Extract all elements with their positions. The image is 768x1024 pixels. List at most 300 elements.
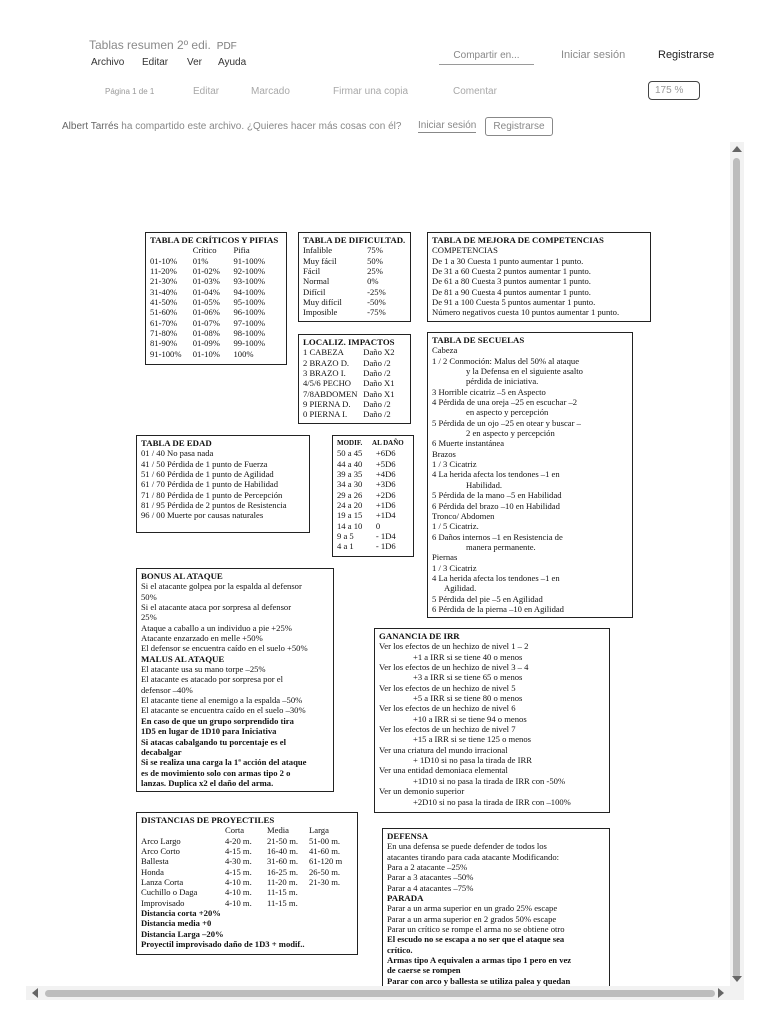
- proyectiles-row-cell: Honda: [141, 866, 164, 877]
- dificultad-row-cell: -25%: [367, 286, 386, 297]
- mejora-lines: [432, 245, 646, 317]
- proyectiles-row-cell: Cuchillo o Daga: [141, 887, 198, 898]
- criticos-row-cell: 61-70%: [150, 317, 178, 328]
- defensa-line: de caerse se rompen: [387, 965, 461, 976]
- mejora-line: De 31 a 60 Cuesta 2 puntos aumentar 1 punto.: [432, 266, 591, 277]
- secuela-line: Brazos: [432, 448, 456, 459]
- edad-line: 01 / 40 No pasa nada: [141, 448, 214, 459]
- modif-header-cell: MODIF.: [337, 439, 363, 447]
- impactos-row-cell: Daño /2: [363, 399, 391, 410]
- page-indicator: Página 1 de 1: [105, 87, 155, 96]
- criticos-row-cell: 31-40%: [150, 286, 178, 297]
- secuela-line: y la Defensa en el siguiente asalto: [466, 366, 583, 377]
- irr-line: Ver los efectos de un hechizo de nivel 7: [379, 724, 516, 735]
- dificultad-row: [303, 245, 406, 255]
- table-edad: [136, 435, 310, 533]
- register-link[interactable]: Registrarse: [658, 49, 715, 61]
- defensa-line: Parar a un arma superior en 2 grados 50% escape: [387, 913, 557, 924]
- proyectiles-row-cell: 11-15 m.: [267, 887, 298, 898]
- impactos-row: [303, 358, 406, 368]
- proyectiles-row-cell: 11-15 m.: [267, 897, 298, 908]
- secuela-line: 2 en aspecto y percepción: [466, 428, 555, 439]
- edad-title: TABLA DE EDAD: [141, 438, 212, 448]
- defensa-line: Para a 2 atacante –25%: [387, 862, 468, 873]
- dificultad-row-cell: Difícil: [303, 286, 326, 297]
- table-defensa: [382, 828, 610, 988]
- mejora-line: COMPETENCIAS: [432, 245, 498, 256]
- secuela-line: 4 La herida afecta los tendones –1 en: [432, 469, 560, 480]
- proyectiles-row: [141, 836, 353, 846]
- proyectiles-footer: [141, 908, 353, 949]
- toolbar-edit-button[interactable]: Editar: [193, 86, 220, 97]
- zoom-select[interactable]: 175 %: [648, 81, 700, 100]
- modif-row-cell: +2D6: [375, 489, 396, 500]
- proyectiles-row-cell: 4-15 m.: [225, 846, 252, 857]
- proyectiles-row-cell: Arco Largo: [141, 835, 181, 846]
- impactos-row-cell: Daño /2: [363, 409, 391, 420]
- impactos-title: LOCALIZ. IMPACTOS: [303, 337, 395, 347]
- proyectiles-row-cell: 61-120 m: [309, 856, 343, 867]
- criticos-row-cell: 21-30%: [150, 276, 178, 287]
- modif-header-row: [337, 438, 409, 448]
- edad-line: 41 / 50 Pérdida de 1 punto de Fuerza: [141, 458, 268, 469]
- modif-row-cell: - 1D4: [375, 531, 396, 542]
- proyectiles-row-cell: 16-40 m.: [267, 846, 299, 857]
- irr-line: +2D10 si no pasa la tirada de IRR con –100%: [413, 796, 571, 807]
- impactos-row-cell: Daño /2: [363, 357, 391, 368]
- secuela-line: en aspecto y percepción: [466, 407, 549, 418]
- dificultad-row-cell: -50%: [367, 297, 386, 308]
- notice-user: Albert Tarrés: [62, 121, 119, 132]
- criticos-row: [150, 297, 282, 307]
- irr-lines: [379, 631, 605, 807]
- criticos-row-cell: 92-100%: [233, 266, 265, 277]
- modif-row: [337, 490, 409, 500]
- proyectiles-row-cell: Lanza Corta: [141, 877, 184, 888]
- horizontal-scroll-thumb[interactable]: [45, 990, 715, 997]
- secuela-line: 1 / 5 Cicatriz.: [432, 521, 479, 532]
- defensa-line: Parar a 3 atacantes –50%: [387, 872, 474, 883]
- table-distancias-proyectiles: [136, 812, 358, 955]
- bonus-lines: [141, 571, 329, 788]
- impactos-row-cell: Daño X1: [363, 378, 395, 389]
- secuela-line: 6 Daños internos –1 en Resistencia de: [432, 531, 563, 542]
- dificultad-row: [303, 307, 406, 317]
- criticos-row-cell: 94-100%: [233, 286, 265, 297]
- secuela-line: 6 Muerte instantánea: [432, 438, 505, 449]
- bonus-line: Ataque a caballo a un individuo a pie +25%: [141, 622, 292, 633]
- proyectiles-row-cell: 4-10 m.: [225, 877, 252, 888]
- criticos-title: TABLA DE CRÍTICOS Y PIFIAS: [150, 235, 279, 245]
- dificultad-row-cell: 0%: [367, 276, 379, 287]
- impactos-row-cell: 9 PIERNA D.: [303, 399, 351, 410]
- table-dificultad: [298, 232, 411, 322]
- bonus-line: Atacante enzarzado en melle +50%: [141, 633, 263, 644]
- criticos-row-cell: 11-20%: [150, 266, 177, 277]
- scroll-right-arrow-icon[interactable]: [718, 988, 724, 998]
- criticos-row: [150, 256, 282, 266]
- secuela-line: 6 Pérdida de la pierna –10 en Agilidad: [432, 603, 564, 614]
- bonus-line: El atacante usa su mano torpe –25%: [141, 664, 266, 675]
- scroll-up-arrow-icon[interactable]: [732, 146, 742, 152]
- impactos-row-cell: Daño X2: [363, 347, 395, 358]
- proyectiles-footer-line: Proyectil improvisado daño de 1D3 + modif..: [141, 939, 305, 950]
- mejora-line: De 1 a 30 Cuesta 1 punto aumentar 1 punto.: [432, 255, 584, 266]
- proyectiles-row: [141, 867, 353, 877]
- bonus-line: El atacante es atacado por sorpresa por el: [141, 674, 283, 685]
- proyectiles-row-cell: 4-20 m.: [225, 835, 252, 846]
- proyectiles-header-cell: Corta: [225, 825, 245, 836]
- modif-rows: [337, 438, 409, 552]
- notice-login-link[interactable]: Iniciar sesión: [418, 120, 477, 131]
- modif-row: [337, 541, 409, 551]
- mejora-line: De 81 a 90 Cuesta 4 puntos aumentar 1 punto.: [432, 286, 591, 297]
- proyectiles-row-cell: 4-10 m.: [225, 897, 252, 908]
- table-mejora-competencias: [427, 232, 651, 322]
- dificultad-row-cell: Muy difícil: [303, 297, 342, 308]
- criticos-row-cell: 01-10%: [192, 348, 220, 359]
- proyectiles-row: [141, 877, 353, 887]
- modif-row-cell: +4D6: [375, 469, 396, 480]
- criticos-row-cell: 93-100%: [233, 276, 265, 287]
- modif-row: [337, 521, 409, 531]
- irr-line: + 1D10 si no pasa la tirada de IRR: [413, 755, 532, 766]
- dificultad-row-cell: 75%: [367, 245, 383, 256]
- impactos-row: [303, 368, 406, 378]
- document-title-text: Tablas resumen 2º edi.: [89, 38, 211, 52]
- criticos-row: [150, 328, 282, 338]
- impactos-row-cell: 4/5/6 PECHO: [303, 378, 351, 389]
- modif-row-cell: 9 a 5: [337, 531, 354, 542]
- bonus-line: El atacante tiene al enemigo a la espalda –50%: [141, 695, 303, 706]
- scroll-down-arrow-icon[interactable]: [732, 976, 742, 982]
- bonus-line: En caso de que un grupo sorprendido tira: [141, 715, 294, 726]
- impactos-row-cell: 1 CABEZA: [303, 347, 344, 358]
- mejora-line: Número negativos cuesta 10 puntos aumentar 1 punto.: [432, 307, 620, 318]
- irr-line: Ver una criatura del mundo irracional: [379, 744, 508, 755]
- irr-line: GANANCIA DE IRR: [379, 631, 460, 641]
- criticos-row-cell: 01-09%: [192, 338, 220, 349]
- secuela-line: 3 Horrible cicatriz –5 en Aspecto: [432, 386, 546, 397]
- vertical-scroll-thumb[interactable]: [733, 158, 740, 978]
- secuela-line: 5 Pérdida del pie –5 en Agilidad: [432, 593, 543, 604]
- defensa-line: Parar un crítico se rompe el arma no se obtiene otro: [387, 924, 565, 935]
- impactos-row: [303, 389, 406, 399]
- criticos-row-cell: 01-07%: [192, 317, 220, 328]
- dificultad-row: [303, 287, 406, 297]
- criticos-row-cell: 01-08%: [192, 328, 220, 339]
- criticos-row-cell: 01-03%: [192, 276, 220, 287]
- criticos-row-cell: 01-02%: [192, 266, 220, 277]
- criticos-row-cell: 97-100%: [233, 317, 265, 328]
- impactos-row: [303, 378, 406, 388]
- proyectiles-row-cell: 4-15 m.: [225, 866, 252, 877]
- modif-row: [337, 448, 409, 458]
- criticos-row: [150, 338, 282, 348]
- modif-row: [337, 469, 409, 479]
- modif-row: [337, 479, 409, 489]
- modif-row: [337, 459, 409, 469]
- modif-row-cell: 34 a 30: [337, 479, 363, 490]
- criticos-row: [150, 266, 282, 276]
- proyectiles-footer-line: Distancia corta +20%: [141, 908, 221, 919]
- modif-row-cell: +1D4: [375, 510, 396, 521]
- criticos-row-cell: 91-100%: [233, 255, 265, 266]
- table-ganancia-irr: [374, 628, 610, 813]
- dificultad-title: TABLA DE DIFICULTAD.: [303, 235, 406, 245]
- proyectiles-title: DISTANCIAS DE PROYECTILES: [141, 815, 275, 825]
- secuelas-lines: [432, 345, 628, 614]
- irr-line: +5 a IRR si se tiene 80 o menos: [413, 693, 523, 704]
- irr-line: Ver los efectos de un hechizo de nivel 3 – 4: [379, 662, 529, 673]
- modif-row-cell: - 1D6: [375, 541, 396, 552]
- toolbar-markup-button[interactable]: Marcado: [251, 86, 290, 97]
- menu-editar[interactable]: Editar: [142, 57, 169, 68]
- proyectiles-row: [141, 846, 353, 856]
- table-bonus-ataque: [136, 568, 334, 792]
- proyectiles-row-cell: 26-50 m.: [309, 866, 341, 877]
- bonus-line: 1D5 en lugar de 1D10 para Iniciativa: [141, 726, 277, 737]
- irr-line: Ver un demonio superior: [379, 786, 465, 797]
- modif-row: [337, 500, 409, 510]
- mejora-title: TABLA DE MEJORA DE COMPETENCIAS: [432, 235, 604, 245]
- proyectiles-row-cell: 31-60 m.: [267, 856, 299, 867]
- proyectiles-row-cell: [309, 898, 353, 908]
- table-modif-dano: [332, 435, 414, 557]
- proyectiles-row: [141, 898, 353, 908]
- proyectiles-row-cell: Arco Corto: [141, 846, 180, 857]
- dificultad-rows: [303, 245, 406, 317]
- dificultad-row: [303, 276, 406, 286]
- proyectiles-row-cell: 51-00 m.: [309, 835, 341, 846]
- impactos-row-cell: 0 PIERNA I.: [303, 409, 348, 420]
- proyectiles-row-cell: Improvisado: [141, 897, 185, 908]
- table-secuelas: [427, 332, 633, 618]
- modif-row-cell: 44 a 40: [337, 458, 363, 469]
- modif-row: [337, 531, 409, 541]
- dificultad-row: [303, 256, 406, 266]
- impactos-row-cell: 3 BRAZO I.: [303, 368, 346, 379]
- criticos-rows: [150, 245, 282, 359]
- criticos-row-cell: 98-100%: [233, 328, 265, 339]
- criticos-row: [150, 349, 282, 359]
- edad-lines: [141, 448, 305, 520]
- defensa-line: crítico.: [387, 944, 413, 955]
- criticos-row-cell: 100%: [233, 348, 254, 359]
- bonus-line: El atacante se encuentra caído en el suelo –30%: [141, 705, 306, 716]
- modif-row-cell: +6D6: [375, 448, 396, 459]
- bonus-line: 25%: [141, 612, 157, 623]
- criticos-row-cell: 01%: [192, 255, 209, 266]
- modif-row-cell: 39 a 35: [337, 469, 363, 480]
- document-type-label: PDF: [216, 41, 237, 52]
- share-dropdown[interactable]: Compartir en...: [439, 50, 534, 65]
- secuela-line: 4 Pérdida de una oreja –25 en escuchar –2: [432, 397, 578, 408]
- table-localiz-impactos: [298, 334, 411, 424]
- toolbar-sign-copy-button[interactable]: Firmar una copia: [333, 86, 409, 97]
- defensa-line: Parar a un arma superior en un grado 25% escape: [387, 903, 558, 914]
- criticos-row-cell: 51-60%: [150, 307, 178, 318]
- secuela-line: 4 La herida afecta los tendones –1 en: [432, 572, 560, 583]
- secuelas-title: TABLA DE SECUELAS: [432, 335, 525, 345]
- modif-row: [337, 510, 409, 520]
- bonus-line: 50%: [141, 591, 157, 602]
- proyectiles-footer-line: Distancia media +0: [141, 918, 212, 929]
- edad-line: 71 / 80 Pérdida de 1 punto de Percepción: [141, 489, 283, 500]
- irr-line: +1D10 si no pasa la tirada de IRR con -50%: [413, 775, 566, 786]
- dificultad-row-cell: 50%: [367, 255, 383, 266]
- impactos-row-cell: 2 BRAZO D.: [303, 357, 350, 368]
- impactos-row-cell: Daño /2: [363, 368, 391, 379]
- criticos-header-cell: Pifia: [233, 245, 250, 256]
- proyectiles-row-cell: Ballesta: [141, 856, 169, 867]
- scroll-left-arrow-icon[interactable]: [32, 988, 38, 998]
- irr-line: Ver una entidad demoniaca elemental: [379, 765, 508, 776]
- secuela-line: Piernas: [432, 552, 458, 563]
- menu-ayuda[interactable]: Ayuda: [218, 57, 247, 68]
- proyectiles-row-cell: 21-50 m.: [267, 835, 299, 846]
- dificultad-row-cell: Normal: [303, 276, 330, 287]
- document-title: [89, 38, 237, 52]
- edad-line: 81 / 95 Pérdida de 2 puntos de Resistencia: [141, 500, 287, 511]
- secuela-line: 6 Pérdida del brazo –10 en Habilidad: [432, 500, 560, 511]
- impactos-row: [303, 409, 406, 419]
- bonus-line: Si el atacante ataca por sorpresa al defensor: [141, 602, 292, 613]
- criticos-row-cell: 99-100%: [233, 338, 265, 349]
- proyectiles-row-cell: [309, 887, 353, 897]
- bonus-line: Si atacas cabalgando tu porcentaje es el: [141, 736, 286, 747]
- criticos-row-cell: 01-06%: [192, 307, 220, 318]
- proyectiles-row-cell: 4-30 m.: [225, 856, 252, 867]
- secuela-line: 5 Pérdida de un ojo –25 en otear y buscar –: [432, 417, 581, 428]
- criticos-header-row: [150, 245, 282, 255]
- proyectiles-rows: [141, 825, 353, 908]
- criticos-row: [150, 287, 282, 297]
- bonus-line: lanzas. Duplica x2 el daño del arma.: [141, 777, 274, 788]
- secuela-line: Agilidad.: [444, 583, 477, 594]
- modif-row-cell: 50 a 45: [337, 448, 363, 459]
- mejora-line: De 91 a 100 Cuesta 5 puntos aumentar 1 punto.: [432, 297, 596, 308]
- proyectiles-header-cell: Media: [267, 825, 289, 836]
- secuela-line: 1 / 3 Cicatriz: [432, 459, 477, 470]
- edad-line: 96 / 00 Muerte por causas naturales: [141, 510, 264, 521]
- bonus-line: es de movimiento solo con armas tipo 2 o: [141, 767, 291, 778]
- defensa-line: atacantes tirando para cada atacante Modificando:: [387, 851, 560, 862]
- login-link[interactable]: Iniciar sesión: [561, 49, 626, 61]
- proyectiles-row-cell: 16-25 m.: [267, 866, 299, 877]
- share-notice: [62, 121, 401, 132]
- proyectiles-row-cell: 21-30 m.: [309, 877, 341, 888]
- secuela-line: 1 / 3 Cicatriz: [432, 562, 477, 573]
- irr-line: Ver los efectos de un hechizo de nivel 6: [379, 703, 516, 714]
- modif-row-cell: +3D6: [375, 479, 396, 490]
- impactos-row-cell: 7/8ABDOMEN: [303, 388, 358, 399]
- secuela-line: 1 / 2 Conmoción: Malus del 50% al ataque: [432, 355, 580, 366]
- defensa-line: Parar a 4 atacantes –75%: [387, 882, 474, 893]
- criticos-row-cell: 96-100%: [233, 307, 265, 318]
- bonus-line: Si se realiza una carga la 1ª acción del ataque: [141, 757, 307, 768]
- irr-line: Ver los efectos de un hechizo de nivel 1 – 2: [379, 641, 529, 652]
- proyectiles-footer-line: Distancia Larga –20%: [141, 928, 224, 939]
- toolbar-comment-button[interactable]: Comentar: [453, 86, 497, 97]
- criticos-header-cell: Crítico: [192, 245, 217, 256]
- proyectiles-header-cell: [141, 825, 225, 835]
- irr-line: +15 a IRR si se tiene 125 o menos: [413, 734, 531, 745]
- criticos-row-cell: 95-100%: [233, 297, 265, 308]
- edad-line: 61 / 70 Pérdida de 1 punto de Habilidad: [141, 479, 278, 490]
- dificultad-row-cell: Muy fácil: [303, 255, 337, 266]
- modif-row-cell: +1D6: [375, 500, 396, 511]
- impactos-rows: [303, 347, 406, 419]
- proyectiles-row: [141, 887, 353, 897]
- modif-row-cell: +5D6: [375, 458, 396, 469]
- modif-row-cell: 14 a 10: [337, 520, 363, 531]
- secuela-line: Cabeza: [432, 345, 458, 356]
- irr-line: Ver los efectos de un hechizo de nivel 5: [379, 682, 516, 693]
- secuela-line: Habilidad.: [466, 479, 503, 490]
- criticos-row-cell: 71-80%: [150, 328, 178, 339]
- notice-register-button[interactable]: Registrarse: [485, 117, 553, 136]
- dificultad-row-cell: Fácil: [303, 266, 321, 277]
- dificultad-row: [303, 266, 406, 276]
- bonus-line: defensor –40%: [141, 684, 193, 695]
- criticos-row: [150, 307, 282, 317]
- dificultad-row-cell: Infalible: [303, 245, 333, 256]
- criticos-row: [150, 276, 282, 286]
- bonus-line: MALUS AL ATAQUE: [141, 653, 225, 664]
- notice-text: ha compartido este archivo. ¿Quieres hacer más cosas con él?: [118, 121, 402, 132]
- dificultad-row-cell: Imposible: [303, 307, 338, 318]
- table-criticos-pifias: [145, 232, 287, 365]
- modif-header-cell: AL DAÑO: [372, 439, 404, 447]
- defensa-line: Parar con arco y ballesta se utiliza palea y quedan: [387, 975, 571, 986]
- defensa-line: DEFENSA: [387, 831, 429, 841]
- criticos-row-cell: 81-90%: [150, 338, 178, 349]
- defensa-line: El escudo no se escapa a no ser que el ataque sea: [387, 934, 565, 945]
- edad-line: 51 / 60 Pérdida de 1 punto de Agilidad: [141, 469, 274, 480]
- bonus-line: BONUS AL ATAQUE: [141, 571, 223, 581]
- dificultad-row: [303, 297, 406, 307]
- secuela-line: 5 Pérdida de la mano –5 en Habilidad: [432, 490, 562, 501]
- bonus-line: Si el atacante golpea por la espalda al defensor: [141, 581, 302, 592]
- impactos-row: [303, 347, 406, 357]
- criticos-row-cell: 91-100%: [150, 348, 182, 359]
- modif-row-cell: 19 a 15: [337, 510, 363, 521]
- menu-ver[interactable]: Ver: [187, 57, 203, 68]
- proyectiles-row-cell: 41-60 m.: [309, 846, 341, 857]
- proyectiles-header-row: [141, 825, 353, 835]
- secuela-line: pérdida de iniciativa.: [466, 376, 539, 387]
- menu-archivo[interactable]: Archivo: [91, 57, 125, 68]
- proyectiles-row-cell: 4-10 m.: [225, 887, 252, 898]
- dificultad-row-cell: -75%: [367, 307, 386, 318]
- secuela-line: Tronco/ Abdomen: [432, 510, 495, 521]
- criticos-row-cell: 01-05%: [192, 297, 220, 308]
- defensa-lines: [387, 831, 605, 986]
- defensa-line: En una defensa se puede defender de todos los: [387, 841, 547, 852]
- criticos-row-cell: 41-50%: [150, 297, 178, 308]
- modif-row-cell: 0: [375, 520, 381, 531]
- impactos-row-cell: Daño X1: [363, 388, 395, 399]
- criticos-row-cell: 01-04%: [192, 286, 220, 297]
- criticos-row: [150, 318, 282, 328]
- proyectiles-header-cell: Larga: [309, 825, 329, 836]
- proyectiles-row: [141, 856, 353, 866]
- defensa-line: PARADA: [387, 893, 424, 904]
- criticos-header-cell: [150, 245, 193, 255]
- irr-line: +10 a IRR si se tiene 94 o menos: [413, 713, 527, 724]
- secuela-line: manera permanente.: [466, 541, 536, 552]
